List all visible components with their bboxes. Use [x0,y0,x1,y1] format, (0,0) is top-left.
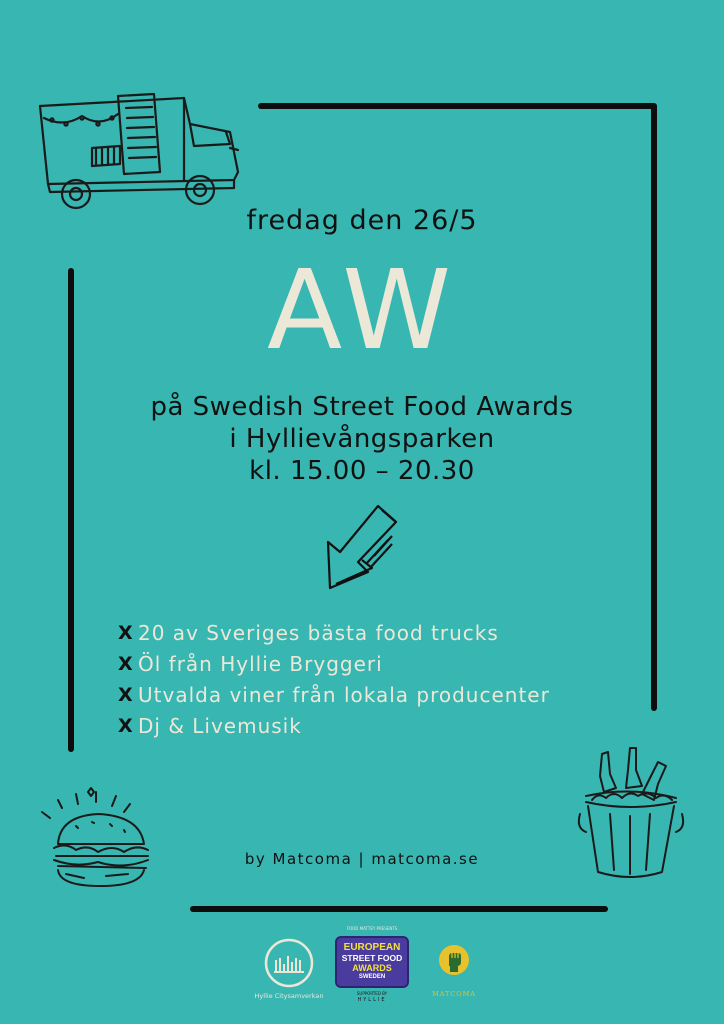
frame-line-bottom [190,906,608,912]
highlight-text: Öl från Hyllie Bryggeri [138,651,383,676]
x-marker: X [118,714,133,737]
event-title: AW [267,246,457,374]
highlight-text: Dj & Livemusik [138,713,302,738]
arrow-down-left-icon [322,502,400,594]
highlight-text: 20 av Sveriges bästa food trucks [138,620,499,645]
esfa-line: EUROPEAN [343,942,401,953]
matcoma-logo [424,944,484,1004]
esfa-line: AWARDS [352,963,392,973]
burger-icon [36,786,162,898]
byline: by Matcoma | matcoma.se [244,850,480,868]
matcoma-logo-text: MATCOMA [432,990,476,998]
esfa-line: STREET FOOD [341,953,403,963]
x-marker: X [118,683,133,706]
list-item [118,710,550,741]
hyllie-logo [250,938,328,1008]
subtitle-line-time: kl. 15.00 – 20.30 [249,456,475,486]
highlight-text: Utvalda viner från lokala producenter [138,682,550,707]
hyllie-logo-text: Hyllie Citysamverkan [254,992,324,1000]
esfa-sponsor-text: HYLLIE [357,997,387,1003]
list-item [118,679,550,710]
esfa-supported-text: SUPPORTED BY [356,991,388,996]
list-item [118,648,550,679]
event-date: fredag den 26/5 [246,205,478,236]
x-marker: X [118,621,133,644]
hyllie-emblem-icon [264,938,314,988]
food-truck-icon [34,88,244,216]
highlights-list [118,617,550,741]
x-marker: X [118,652,133,675]
subtitle-line-park: i Hyllievångsparken [229,424,495,454]
list-item [118,617,550,648]
esfa-top-text: FOOD MATTEY PRESENTS [346,926,398,931]
matcoma-fist-icon [438,944,470,976]
subtitle-line-venue: på Swedish Street Food Awards [150,392,574,422]
esfa-line: SWEDEN [358,974,386,980]
frame-line-top [258,103,656,109]
esfa-logo [335,936,409,988]
